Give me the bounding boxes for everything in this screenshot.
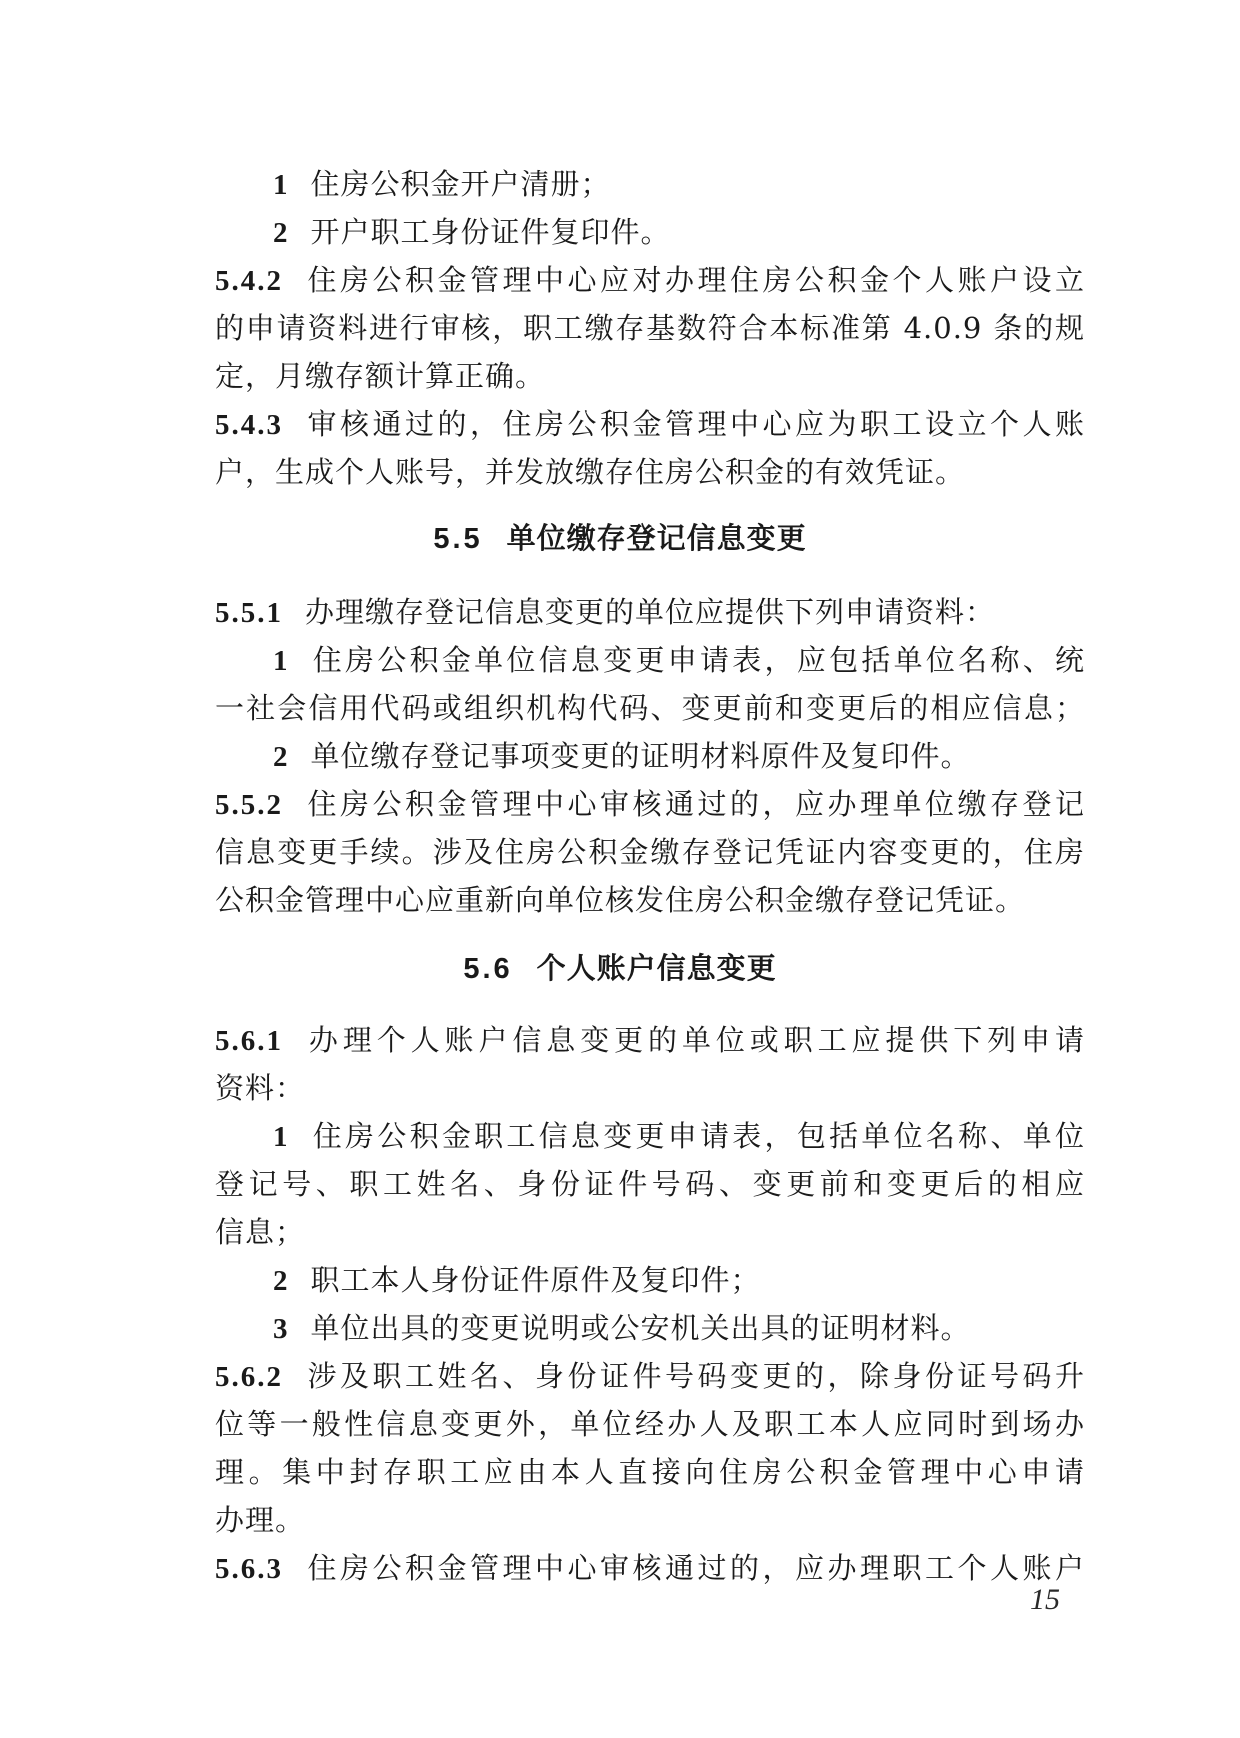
item-number: 1: [273, 645, 289, 677]
clause-line: [215, 256, 1085, 304]
clause-line: [215, 400, 1085, 448]
section-title: 个人账户信息变更: [536, 951, 777, 985]
text-line: [215, 876, 1085, 924]
item-number: 1: [273, 169, 289, 201]
clause-number: 5.6.1: [215, 1025, 283, 1057]
clause-text: 审核通过的，住房公积金管理中心应为职工设立个人账: [305, 407, 1085, 441]
clause-line: [215, 1016, 1085, 1064]
section-heading: [0, 514, 1240, 563]
item-text: 单位出具的变更说明或公安机关出具的证明材料。: [310, 1311, 971, 1345]
item-text: 住房公积金开户清册；: [310, 167, 611, 201]
list-item: [215, 1304, 1085, 1352]
body-text: 信息；: [215, 1215, 306, 1249]
body-text: 理。集中封存职工应由本人直接向住房公积金管理中心申请: [215, 1455, 1085, 1489]
text-line: [215, 1448, 1085, 1496]
clause-line: [215, 1544, 1085, 1592]
text-line: [215, 448, 1085, 496]
body-text: 户，生成个人账号，并发放缴存住房公积金的有效凭证。: [215, 455, 966, 489]
list-item: [215, 1112, 1085, 1160]
body-text: 登记号、职工姓名、身份证件号码、变更前和变更后的相应: [215, 1167, 1085, 1201]
text-line: [215, 1400, 1085, 1448]
text-line: [215, 1064, 1085, 1112]
clause-text: 办理缴存登记信息变更的单位应提供下列申请资料：: [305, 595, 996, 629]
clause-number: 5.5.2: [215, 789, 283, 821]
clause-number: 5.5.1: [215, 597, 283, 629]
clause-line: [215, 780, 1085, 828]
body-text: 资料：: [215, 1071, 306, 1105]
item-text: 住房公积金职工信息变更申请表，包括单位名称、单位: [310, 1119, 1085, 1153]
clause-line: [215, 1352, 1085, 1400]
clause-text: 办理个人账户信息变更的单位或职工应提供下列申请: [305, 1023, 1085, 1057]
clause-text: 住房公积金管理中心审核通过的，应办理职工个人账户: [305, 1551, 1085, 1585]
clause-text: 涉及职工姓名、身份证件号码变更的，除身份证号码升: [305, 1359, 1085, 1393]
item-text: 住房公积金单位信息变更申请表，应包括单位名称、统: [310, 643, 1085, 677]
page-number: 15: [1030, 1583, 1060, 1616]
body-text: 的申请资料进行审核，职工缴存基数符合本标准第 4.0.9 条的规: [215, 311, 1085, 345]
item-text: 职工本人身份证件原件及复印件；: [310, 1263, 761, 1297]
text-line: [215, 1496, 1085, 1544]
text-line: [215, 684, 1085, 732]
list-item: [215, 160, 1085, 208]
item-number: 1: [273, 1121, 289, 1153]
item-number: 2: [273, 217, 289, 249]
body-text: 一社会信用代码或组织机构代码、变更前和变更后的相应信息；: [215, 691, 1085, 725]
list-item: [215, 208, 1085, 256]
body-text: 定，月缴存额计算正确。: [215, 359, 546, 393]
list-item: [215, 1256, 1085, 1304]
list-item: [215, 732, 1085, 780]
item-number: 2: [273, 1265, 289, 1297]
list-item: [215, 636, 1085, 684]
section-heading: [0, 944, 1240, 993]
section-number: 5.6: [463, 953, 513, 985]
text-line: [215, 304, 1085, 352]
text-line: [215, 1208, 1085, 1256]
clause-line: [215, 588, 1085, 636]
clause-number: 5.6.2: [215, 1361, 283, 1393]
clause-number: 5.4.3: [215, 409, 283, 441]
text-line: [215, 352, 1085, 400]
body-text: 位等一般性信息变更外，单位经办人及职工本人应同时到场办: [215, 1407, 1085, 1441]
text-line: [215, 828, 1085, 876]
item-text: 单位缴存登记事项变更的证明材料原件及复印件。: [310, 739, 971, 773]
clause-number: 5.4.2: [215, 265, 283, 297]
item-number: 2: [273, 741, 289, 773]
body-text: 办理。: [215, 1503, 306, 1537]
body-text: 公积金管理中心应重新向单位核发住房公积金缴存登记凭证。: [215, 883, 1026, 917]
item-number: 3: [273, 1313, 289, 1345]
item-text: 开户职工身份证件复印件。: [310, 215, 671, 249]
body-text: 信息变更手续。涉及住房公积金缴存登记凭证内容变更的，住房: [215, 835, 1085, 869]
clause-number: 5.6.3: [215, 1553, 283, 1585]
section-title: 单位缴存登记信息变更: [506, 521, 807, 555]
text-line: [215, 1160, 1085, 1208]
clause-text: 住房公积金管理中心应对办理住房公积金个人账户设立: [305, 263, 1085, 297]
section-number: 5.5: [433, 523, 483, 555]
clause-text: 住房公积金管理中心审核通过的，应办理单位缴存登记: [305, 787, 1085, 821]
